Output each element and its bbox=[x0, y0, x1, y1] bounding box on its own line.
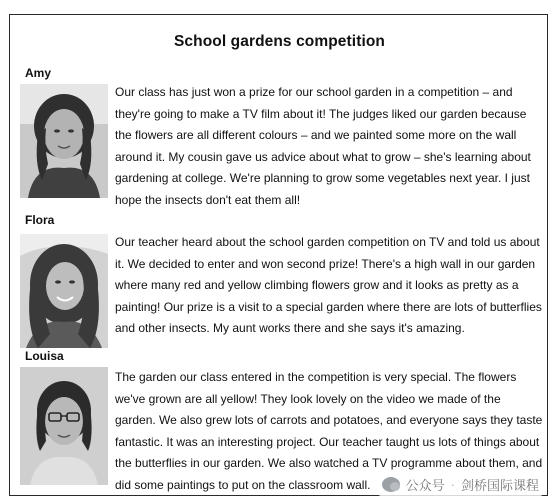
entry-name-amy: Amy bbox=[25, 66, 52, 80]
photo-flora bbox=[20, 234, 108, 348]
entry-text-flora: Our teacher heard about the school garden competition on TV and told us about it. We decided to enter and won second prize! There's a high wall in our garden where many red and yellow climbing flowers grow and it looks as pretty as a painting! Our prize is a visit to a special garden where there are lots of butterflies and other insects. My aunt works there and she says it's amazing. bbox=[115, 235, 542, 335]
entry-name-flora: Flora bbox=[25, 213, 55, 227]
entry-text-louisa: The garden our class entered in the competition is very special. The flowers we've grown are all yellow! They look lovely on the video we made of the garden. We also grew lots of carrots and potatoes, and everyone says they taste fantastic. It was an interesting project. Our teacher taught us lots of things about the butterflies in our garden. We also watched a TV programme about them, and did some paintings to put on the classroom wall. bbox=[115, 370, 543, 492]
watermark-account: 公众号 bbox=[405, 478, 445, 493]
watermark: 公众号 · 剑桥国际课程 bbox=[378, 473, 543, 496]
wechat-icon bbox=[382, 477, 400, 492]
photo-louisa bbox=[20, 367, 108, 485]
girl-portrait-icon bbox=[20, 367, 108, 485]
girl-portrait-icon bbox=[20, 234, 108, 348]
document-frame bbox=[9, 14, 548, 496]
entry-name-louisa: Louisa bbox=[25, 349, 64, 363]
entry-text-amy: Our class has just won a prize for our school garden in a competition – and they're going to make a TV film about it! The judges liked our garden because the flowers are all different colours – and we painted some more on the wall around it. My cousin gave us advice about what to grow – she's learning about gardening at college. We're planning to grow some vegetables next year. I just hope the insects don't eat them all! bbox=[115, 85, 531, 207]
photo-amy bbox=[20, 84, 108, 198]
watermark-name: 剑桥国际课程 bbox=[460, 478, 539, 493]
girl-portrait-icon bbox=[20, 84, 108, 198]
document-title: School gardens competition bbox=[173, 33, 385, 50]
